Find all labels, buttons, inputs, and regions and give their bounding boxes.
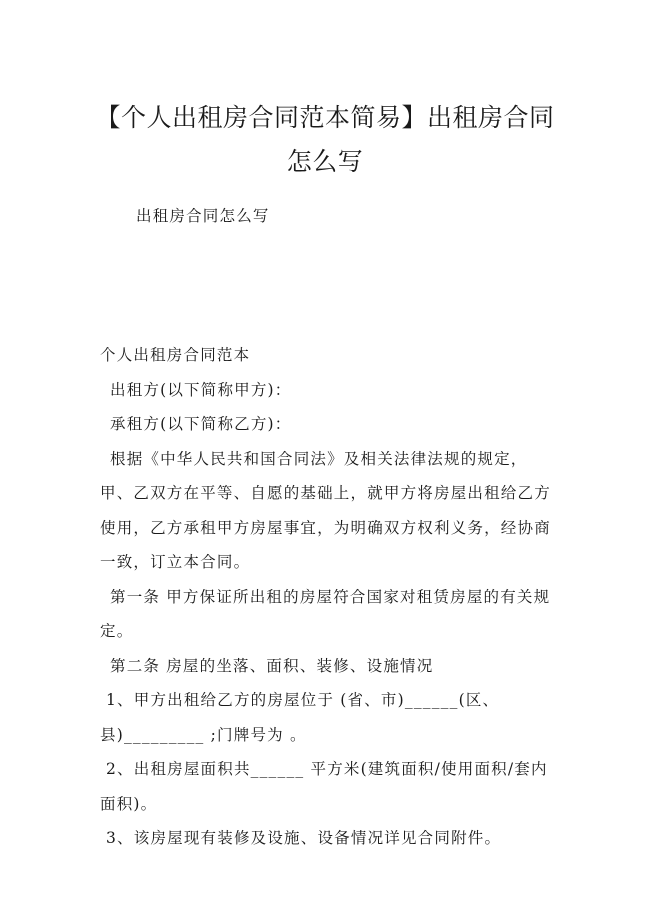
document-subtitle: 出租房合同怎么写 — [136, 207, 270, 225]
lessee-line: 承租方(以下简称乙方)： — [110, 415, 292, 433]
clause-location: 1、甲方出租给乙方的房屋位于 (省、市)______(区、县)_________ ;门牌号为 。 — [100, 691, 500, 744]
preamble-paragraph: 根据《中华人民共和国合同法》及相关法律法规的规定，甲、乙双方在平等、自愿的基础上，就甲方将房屋出租给乙方使用，乙方承租甲方房屋事宜，为明确双方权利义务，经协商一致，订立本合同。 — [100, 449, 551, 571]
article-one: 第一条 甲方保证所出租的房屋符合国家对租赁房屋的有关规定。 — [100, 587, 551, 640]
clause-area: 2、出租房屋面积共______ 平方米(建筑面积/使用面积/套内面积)。 — [100, 760, 548, 813]
contract-heading: 个人出租房合同范本 — [100, 346, 251, 364]
lessor-line: 出租方(以下简称甲方)： — [110, 380, 292, 399]
article-two-heading: 第二条 房屋的坐落、面积、装修、设施情况 — [110, 656, 434, 675]
contract-body — [100, 338, 560, 856]
document-title: 【个人出租房合同范本简易】出租房合同怎么写 — [95, 103, 555, 176]
clause-facilities: 3、该房屋现有装修及设施、设备情况详见合同附件。 — [106, 829, 502, 847]
